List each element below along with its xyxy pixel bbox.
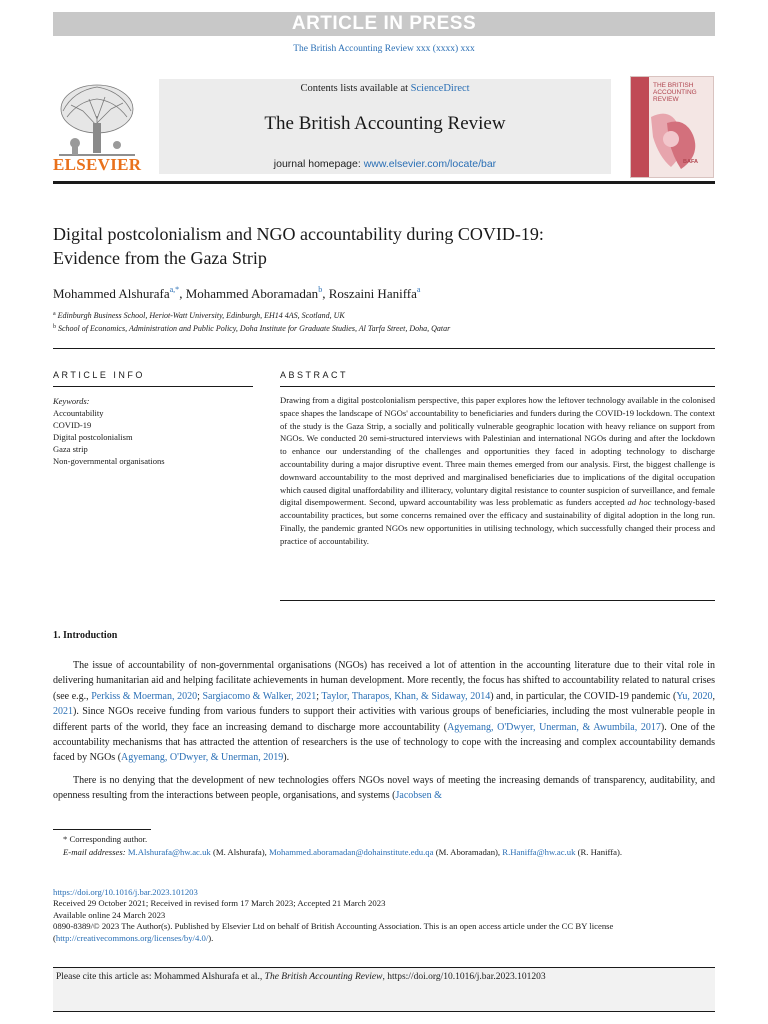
article-info-rule (53, 386, 253, 387)
available-online-date: Available online 24 March 2023 (53, 909, 166, 920)
paragraph-text: There is no denying that the development of new technologies offers NGOs novel ways of meeting the increasing demands of transparency, auditability, and openness resulting from the interactions between people, organisations, and systems ( (53, 775, 715, 802)
email-owner: (M. Aboramadan), (433, 846, 503, 857)
paragraph-text: The issue of accountability of non-governmental organisations (NGOs) has received a lot of attention in the accounting literature due to their vital role in delivering humanitarian aid and helping facilitate achievements in human development. More recently, the focus has shifted to accountability related to natural crises (see e.g., (53, 660, 715, 702)
paragraph-text: ). Since NGOs receive funding from various funders to support their activities with various groups of beneficiaries, including the most vulnerable people in different parts of the world, they face an increasing demand to discharge more accountability ( (53, 706, 715, 733)
citation-text (56, 971, 712, 983)
author-name[interactable]: Mohammed Alshurafa (53, 286, 170, 301)
article-info-heading: ARTICLE INFO (53, 370, 145, 380)
paragraph-text: ; (197, 690, 203, 702)
keywords-block (53, 395, 253, 467)
paragraph-text: ) and, in particular, the COVID-19 pandemic ( (490, 690, 677, 702)
keyword-item: Digital postcolonialism (53, 432, 133, 442)
article-title-line-2: Evidence from the Gaza Strip (53, 248, 267, 268)
license-text-end: ). (208, 932, 214, 943)
masthead (53, 76, 715, 180)
received-dates: Received 29 October 2021; Received in revised form 17 March 2023; Accepted 21 March 2023 (53, 898, 386, 909)
masthead-rule (53, 181, 715, 184)
citation-link[interactable]: Perkiss & Moerman, 2020 (91, 690, 198, 702)
email-link[interactable]: Mohammed.aboramadan@dohainstitute.edu.qa (268, 846, 434, 857)
affiliation-b (53, 324, 715, 333)
homepage-prefix: journal homepage: (273, 158, 364, 170)
affiliation-label: a (53, 311, 56, 317)
abstract-rule (280, 386, 715, 387)
affiliation-a (53, 311, 715, 320)
author-name[interactable]: Mohammed Aboramadan (185, 286, 319, 301)
citation-link[interactable]: Yu, 2020 (676, 690, 713, 702)
publication-info (53, 887, 715, 944)
abstract-part: technology-based accountability practices, but some concerns remained over the efficacy and sustainability of digital adoption in the long run. Finally, the pandemic granted NGOs new opportunities in utilising technology, which successfully changed their process and practice of accountability. (280, 497, 715, 546)
paragraph-text: ; (316, 690, 322, 702)
abstract-emphasis: ad hoc (627, 497, 652, 508)
elsevier-wordmark: ELSEVIER (53, 155, 142, 174)
article-title-line-1: Digital postcolonialism and NGO accountability during COVID-19: (53, 224, 544, 244)
paragraph-text: ). One of the accountability mechanisms that has attracted the attention of researchers is the use of technology to cope with the increasing and complex accountability demands faced by NGOs ( (53, 721, 715, 764)
abstract-bottom-rule (280, 600, 715, 601)
footnote-rule (53, 829, 151, 830)
cover-title: THE BRITISH ACCOUNTING REVIEW (653, 82, 697, 103)
header-separator-rule (53, 348, 715, 349)
sciencedirect-link[interactable]: ScienceDirect (410, 83, 470, 94)
journal-cover-thumbnail[interactable] (630, 76, 714, 178)
introduction-paragraph-2 (53, 773, 715, 804)
email-link[interactable]: M.Alshurafa@hw.ac.uk (127, 846, 211, 857)
email-link[interactable]: R.Haniffa@hw.ac.uk (502, 846, 576, 857)
introduction-paragraph-1 (53, 658, 715, 766)
affiliation-text: Edinburgh Business School, Heriot-Watt University, Edinburgh, EH14 4AS, Scotland, UK (57, 311, 345, 320)
journal-homepage-line (159, 158, 611, 170)
author-affiliation-marker[interactable]: a (416, 285, 421, 294)
affiliation-text: School of Economics, Administration and Public Policy, Doha Institute for Graduate Studies, Al Tarfa Street, Doha, Qatar (58, 324, 451, 333)
keyword-item: Accountability (53, 408, 104, 418)
cover-bafa-badge: BAFA (683, 159, 698, 165)
license-statement (53, 921, 715, 944)
article-in-press-banner: ARTICLE IN PRESS (53, 12, 715, 36)
license-link[interactable]: http://creativecommons.org/licenses/by/4.0/ (55, 932, 209, 943)
masthead-center-panel (159, 79, 611, 174)
author-list (53, 285, 715, 302)
author-name[interactable]: Roszaini Haniffa (328, 286, 417, 301)
citation-link[interactable]: Agyemang, O'Dwyer, Unerman, & Awumbila, 2017 (447, 721, 661, 733)
doi-link[interactable]: https://doi.org/10.1016/j.bar.2023.101203 (53, 887, 198, 897)
author-affiliation-marker[interactable]: b (318, 285, 323, 294)
citation-journal: The British Accounting Review (264, 972, 383, 982)
email-addresses (53, 846, 715, 859)
journal-reference-link[interactable]: The British Accounting Review xxx (xxxx) xxx (293, 44, 475, 54)
journal-title: The British Accounting Review (264, 113, 506, 134)
keyword-item: Gaza strip (53, 444, 88, 454)
paragraph-text: ). (283, 752, 290, 764)
citation-box (53, 967, 715, 1012)
author-separator: , (322, 286, 329, 301)
citation-link[interactable]: 2021 (53, 706, 73, 718)
corresponding-author-note: * Corresponding author. (63, 834, 148, 844)
abstract-heading: ABSTRACT (280, 370, 349, 380)
abstract-part: Drawing from a digital postcolonialism perspective, this paper explores how the leftover technology available in the colonised space shapes the landscape of NGOs' accountability to beneficiaries and funders during the COVID-19 lockdown. The context of the study is the Gaza Strip, a socially and politically vulnerable geographic location with heavy reliance on support from NGOs. We conducted 20 semi-structured interviews with Palestinian and international NGOs during and after the lockdown to enhance our understanding of the challenges and opportunities they faced in adopting technology to discharge accountability during a major disruptive event. Three main themes emerged from our analysis. First, the biggest challenge is downward accountability to the most deprived and marginalised beneficiaries due to implications of the digital occupation which caused digital unaffordability and illiteracy, voluntary digital resistance to counter suspicion of surveillance, and female digital disempowerment. Second, upward accountability was less problematic as funders accepted (280, 395, 716, 508)
author-separator: , (179, 286, 186, 301)
affiliation-label: b (53, 324, 56, 330)
citation-link[interactable]: Sargiacomo & Walker, 2021 (202, 690, 317, 702)
citation-link[interactable]: Agyemang, O'Dwyer, & Unerman, 2019 (121, 752, 284, 764)
contents-prefix: Contents lists available at (300, 83, 411, 94)
citation-link[interactable]: Jacobsen & (395, 790, 442, 802)
article-title (53, 222, 693, 270)
introduction-heading: 1. Introduction (53, 630, 118, 641)
footnotes (53, 833, 715, 858)
journal-homepage-link[interactable]: www.elsevier.com/locate/bar (363, 158, 497, 170)
keywords-heading: Keywords: (53, 396, 90, 406)
email-owner: (R. Haniffa). (575, 846, 623, 857)
keyword-item: Non-governmental organisations (53, 456, 165, 466)
paragraph-text: , (712, 690, 716, 702)
email-label: E-mail addresses: (63, 846, 126, 857)
citation-prefix: Please cite this article as: Mohammed Alshurafa et al., (56, 972, 265, 982)
author-affiliation-marker[interactable]: a,* (169, 285, 180, 294)
license-text: 0890-8389/© 2023 The Author(s). Published by Elsevier Ltd on behalf of British Accounting Association. This is an open access article under the CC BY license ( (53, 921, 614, 943)
citation-doi[interactable]: , https://doi.org/10.1016/j.bar.2023.101203 (382, 972, 546, 982)
contents-available-line (159, 83, 611, 94)
citation-link[interactable]: Taylor, Tharapos, Khan, & Sidaway, 2014 (321, 690, 491, 702)
keyword-item: COVID-19 (53, 420, 92, 430)
email-owner: (M. Alshurafa), (210, 846, 269, 857)
abstract-text (280, 394, 715, 548)
